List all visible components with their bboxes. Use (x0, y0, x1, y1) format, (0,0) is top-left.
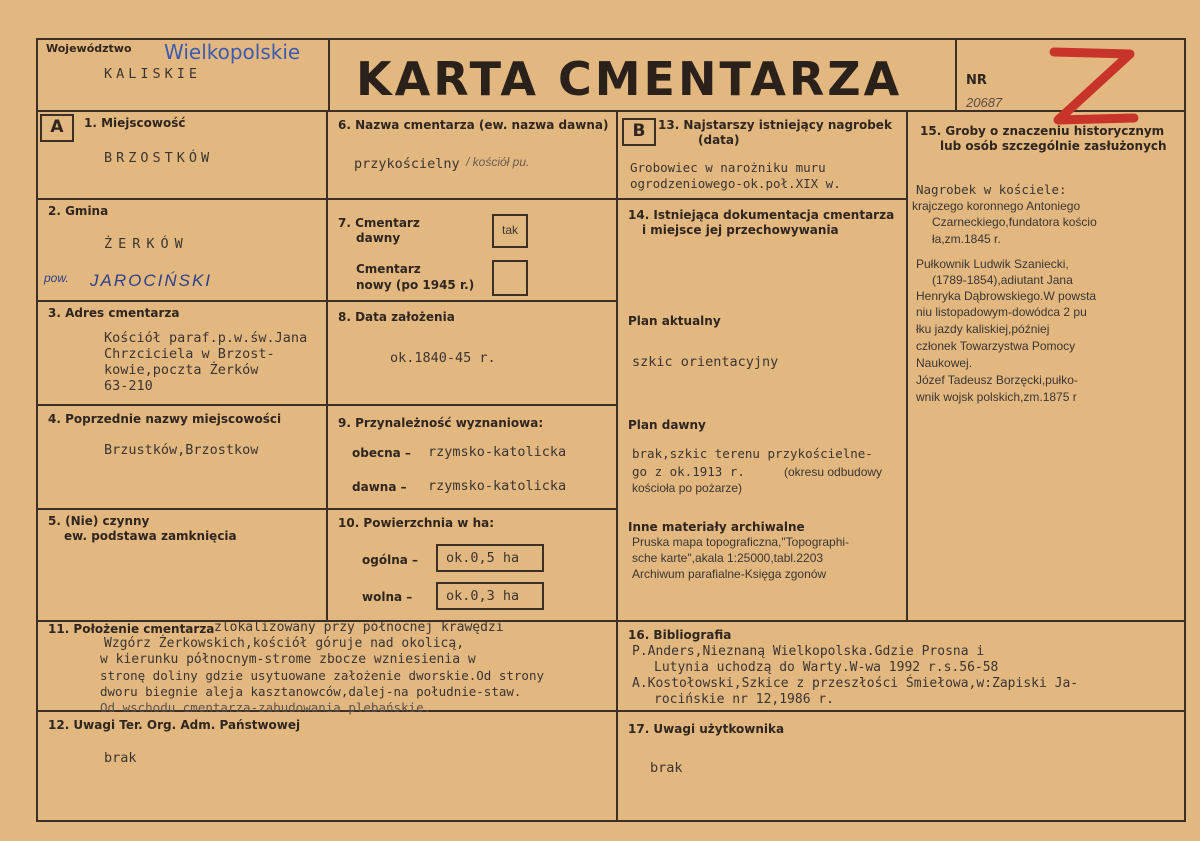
field-15-line-4: ła,zm.1845 r. (932, 232, 1001, 246)
field-10-ogolna-box (436, 544, 544, 572)
bottom-divider (616, 620, 618, 822)
row-m2 (326, 300, 618, 302)
row-m1 (326, 198, 618, 200)
col-divider-2 (616, 110, 618, 622)
field-15-label: 15. Groby o znaczeniu historycznym (920, 124, 1165, 138)
field-15-line-13: Józef Tadeusz Borzęcki,pułko- (916, 373, 1078, 387)
field-12-label: 12. Uwagi Ter. Org. Adm. Państwowej (48, 718, 301, 732)
field-15-line-7: (1789-1854),adiutant Jana (932, 273, 1073, 287)
nr-value: 20687 (966, 95, 1003, 110)
field-7-box-a-value: tak (502, 223, 519, 237)
field-5-label: 5. (Nie) czynny (48, 514, 150, 528)
field-3-line-4: 63-210 (104, 378, 153, 394)
field-6-label: 6. Nazwa cmentarza (ew. nazwa dawna) (338, 118, 609, 132)
field-7-label-b: Cmentarz (356, 262, 421, 276)
field-10-ogolna-value: ok.0,5 ha (446, 550, 520, 566)
plan-dawny-hand-3: kościoła po pożarze) (632, 481, 743, 495)
field-17-label: 17. Uwagi użytkownika (628, 722, 785, 736)
field-15-label-2: lub osób szczególnie zasłużonych (940, 139, 1167, 153)
field-16-line-3: A.Kostołowski,Szkice z przeszłości Śmiełowa,w:Zapiski Ja- (632, 676, 1079, 691)
field-16-line-4: rocińskie nr 12,1986 r. (654, 692, 835, 707)
field-3-line-3: kowie,poczta Żerków (104, 362, 259, 378)
inne-label: Inne materiały archiwalne (628, 520, 805, 534)
row-a3 (36, 404, 328, 406)
field-14-label: 14. Istniejąca dokumentacja cmentarza (628, 208, 895, 222)
inne-line-2: sche karte",akala 1:25000,tabl.2203 (632, 551, 824, 565)
plan-dawny-line-1: brak,szkic terenu przykościelne- (632, 446, 873, 461)
field-11-line-1: zlokalizowany przy północnej krawędzi (214, 620, 504, 635)
col-divider-1 (326, 110, 328, 622)
field-15-line-9: niu listopadowym-dowódca 2 pu (916, 305, 1087, 319)
row-a4 (36, 508, 328, 510)
field-11-line-4: stronę doliny gdzie usytuowane założenie dworskie.Od strony (100, 668, 545, 683)
section-b-letter: B (622, 118, 656, 146)
section-a-letter: A (40, 114, 74, 142)
field-15-line-14: wnik wojsk polskich,zm.1875 r (916, 390, 1077, 404)
field-10-wolna-label: wolna – (362, 590, 413, 604)
field-15-line-2: krajczego koronnego Antoniego (912, 199, 1081, 213)
field-12-value: brak (104, 750, 137, 766)
plan-aktualny-value: szkic orientacyjny (632, 354, 779, 370)
field-15-line-6: Pułkownik Ludwik Szaniecki, (916, 257, 1069, 271)
field-13-label-2: (data) (698, 133, 740, 147)
field-11-label: 11. Położenie cmentarza (48, 622, 215, 636)
field-15-line-12: Naukowej. (916, 356, 973, 370)
wojewodztwo-stamp: Wielkopolskie (164, 40, 301, 64)
field-1-label: 1. Miejscowość (84, 116, 186, 130)
field-3-label: 3. Adres cmentarza (48, 306, 180, 320)
field-7-box-a (492, 214, 528, 248)
field-16-label: 16. Bibliografia (628, 628, 732, 642)
wojewodztwo-label: Województwo (46, 42, 132, 55)
field-8-label: 8. Data założenia (338, 310, 455, 324)
field-11-line-2: Wzgórz Żerkowskich,kościół góruje nad okolicą, (104, 636, 465, 651)
field-8-value: ok.1840-45 r. (390, 350, 496, 366)
field-13-line-2: ogrodzeniowego-ok.poł.XIX w. (630, 176, 841, 191)
field-9-obecna-label: obecna – (352, 446, 411, 460)
field-16-line-1: P.Anders,Nieznaną Wielkopolska.Gdzie Prosna i (632, 644, 985, 659)
field-10-wolna-box (436, 582, 544, 610)
col-divider-3 (906, 110, 908, 622)
header-divider (36, 110, 1186, 112)
field-3-line-1: Kościół paraf.p.w.św.Jana (104, 330, 308, 346)
field-11-line-6: Od wschodu cmentarza-zabudowania plebańskie. (100, 700, 432, 715)
row-b1 (616, 198, 908, 200)
field-11-line-5: dworu biegnie aleja kasztanowców,dalej-na południe-staw. (100, 684, 522, 699)
field-15-line-10: łku jazdy kaliskiej,później (916, 322, 1050, 336)
field-16-line-2: Lutynia uchodzą do Warty.W-wa 1992 r.s.56-58 (654, 660, 999, 675)
row-a2 (36, 300, 328, 302)
field-5-label-2: ew. podstawa zamknięcia (64, 529, 237, 543)
field-9-dawna-label: dawna – (352, 480, 407, 494)
field-2-pow-value: JAROCIŃSKI (90, 271, 213, 290)
plan-dawny-label: Plan dawny (628, 418, 706, 432)
border-right (1184, 38, 1186, 822)
field-4-value: Brzustków,Brzostkow (104, 442, 259, 458)
row-m4 (326, 508, 618, 510)
field-15-line-11: członek Towarzystwa Pomocy (916, 339, 1076, 353)
border-bottom (36, 820, 1186, 822)
plan-aktualny-label: Plan aktualny (628, 314, 721, 328)
z-mark-icon (1040, 44, 1140, 130)
field-17-value: brak (650, 760, 683, 776)
field-13-line-1: Grobowiec w narożniku muru (630, 160, 826, 175)
nr-label: NR (966, 73, 987, 88)
field-6-hand: / kościół pu. (466, 155, 530, 169)
field-15-line-1: Nagrobek w kościele: (916, 182, 1067, 197)
plan-dawny-line-2: go z ok.1913 r. (632, 464, 745, 479)
field-2-pow-prefix: pow. (44, 271, 69, 285)
field-9-dawna-value: rzymsko-katolicka (428, 478, 567, 494)
field-2-value: ŻERKÓW (104, 236, 189, 252)
field-4-label: 4. Poprzednie nazwy miejscowości (48, 412, 282, 426)
border-left (36, 38, 38, 822)
field-2-label: 2. Gmina (48, 204, 109, 218)
inne-line-3: Archiwum parafialne-Księga zgonów (632, 567, 827, 581)
field-15-line-3: Czarneckiego,fundatora kościo (932, 215, 1097, 229)
field-10-wolna-value: ok.0,3 ha (446, 588, 520, 604)
header-v1 (328, 38, 330, 112)
field-13-label: 13. Najstarszy istniejący nagrobek (658, 118, 892, 132)
field-10-label: 10. Powierzchnia w ha: (338, 516, 495, 530)
field-6-value: przykościelny (354, 156, 460, 172)
row-a1 (36, 198, 328, 200)
field-11-line-3: w kierunku północnym-strome zbocze wzniesienia w (100, 652, 476, 667)
inne-line-1: Pruska mapa topograficzna,"Topographi- (632, 535, 850, 549)
card-title: KARTA CMENTARZA (356, 52, 903, 106)
field-9-label: 9. Przynależność wyznaniowa: (338, 416, 544, 430)
field-7-box-b (492, 260, 528, 296)
field-7-label-b-2: nowy (po 1945 r.) (356, 278, 475, 292)
field-1-value: BRZOSTKÓW (104, 150, 214, 166)
wojewodztwo-value: KALISKIE (104, 66, 202, 82)
field-3-line-2: Chrzciciela w Brzost- (104, 346, 275, 362)
header-v2 (955, 38, 957, 112)
row-m3 (326, 404, 618, 406)
field-7-label-a: 7. Cmentarz (338, 216, 420, 230)
field-10-ogolna-label: ogólna – (362, 553, 419, 567)
field-14-label-2: i miejsce jej przechowywania (642, 223, 839, 237)
field-7-label-a-2: dawny (356, 231, 401, 245)
plan-dawny-hand-2: (okresu odbudowy (784, 465, 883, 479)
field-9-obecna-value: rzymsko-katolicka (428, 444, 567, 460)
field-15-line-8: Henryka Dąbrowskiego.W powsta (916, 289, 1097, 303)
